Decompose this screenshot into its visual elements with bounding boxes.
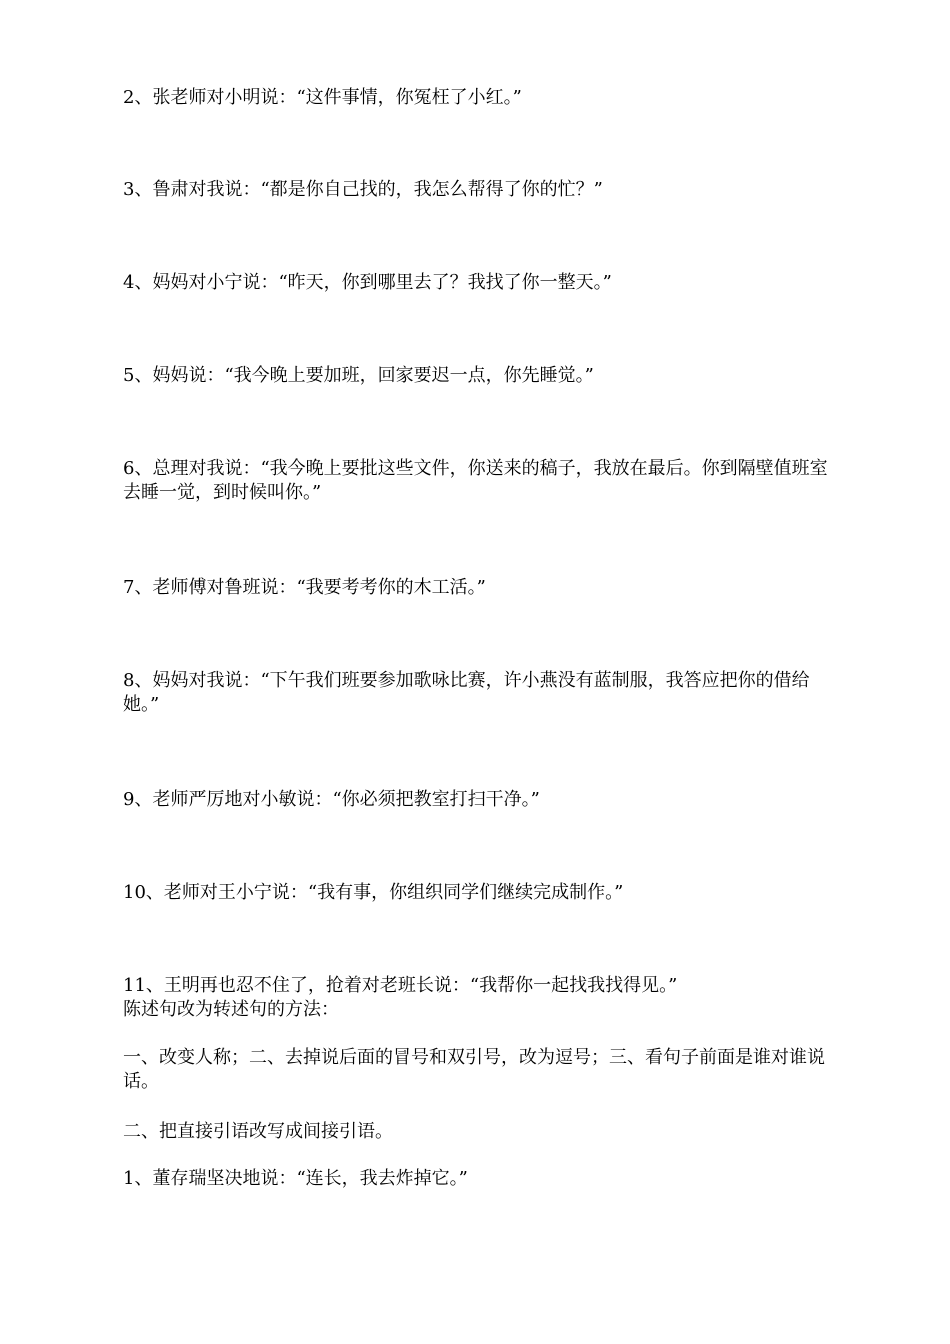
section-heading-2: 二、把直接引语改写成间接引语。 — [123, 1121, 393, 1142]
exercise-11: 11、王明再也忍不住了，抢着对老班长说：“我帮你一起找我找得见。” — [123, 975, 678, 996]
section2-exercise-1: 1、董存瑞坚决地说：“连长，我去炸掉它。” — [123, 1168, 468, 1189]
exercise-2: 2、张老师对小明说：“这件事情，你冤枉了小红。” — [123, 87, 522, 108]
exercise-9: 9、老师严厉地对小敏说：“你必须把教室打扫干净。” — [123, 789, 540, 810]
exercise-4: 4、妈妈对小宁说：“昨天，你到哪里去了？我找了你一整天。” — [123, 272, 612, 293]
exercise-10: 10、老师对王小宁说：“我有事，你组织同学们继续完成制作。” — [123, 882, 624, 903]
exercise-5: 5、妈妈说：“我今晚上要加班，回家要迟一点，你先睡觉。” — [123, 365, 594, 386]
exercise-7: 7、老师傅对鲁班说：“我要考考你的木工活。” — [123, 577, 486, 598]
method-steps: 一、改变人称；二、去掉说后面的冒号和双引号，改为逗号；三、看句子前面是谁对谁说话。 — [123, 1047, 825, 1092]
exercise-3: 3、鲁肃对我说：“都是你自己找的，我怎么帮得了你的忙？” — [123, 179, 603, 200]
exercise-6: 6、总理对我说：“我今晚上要批这些文件，你送来的稿子，我放在最后。你到隔壁值班室去睡一觉，到时候叫你。” — [123, 458, 828, 503]
method-heading: 陈述句改为转述句的方法： — [123, 999, 339, 1020]
exercise-8: 8、妈妈对我说：“下午我们班要参加歌咏比赛，许小燕没有蓝制服，我答应把你的借给她。” — [123, 670, 810, 715]
